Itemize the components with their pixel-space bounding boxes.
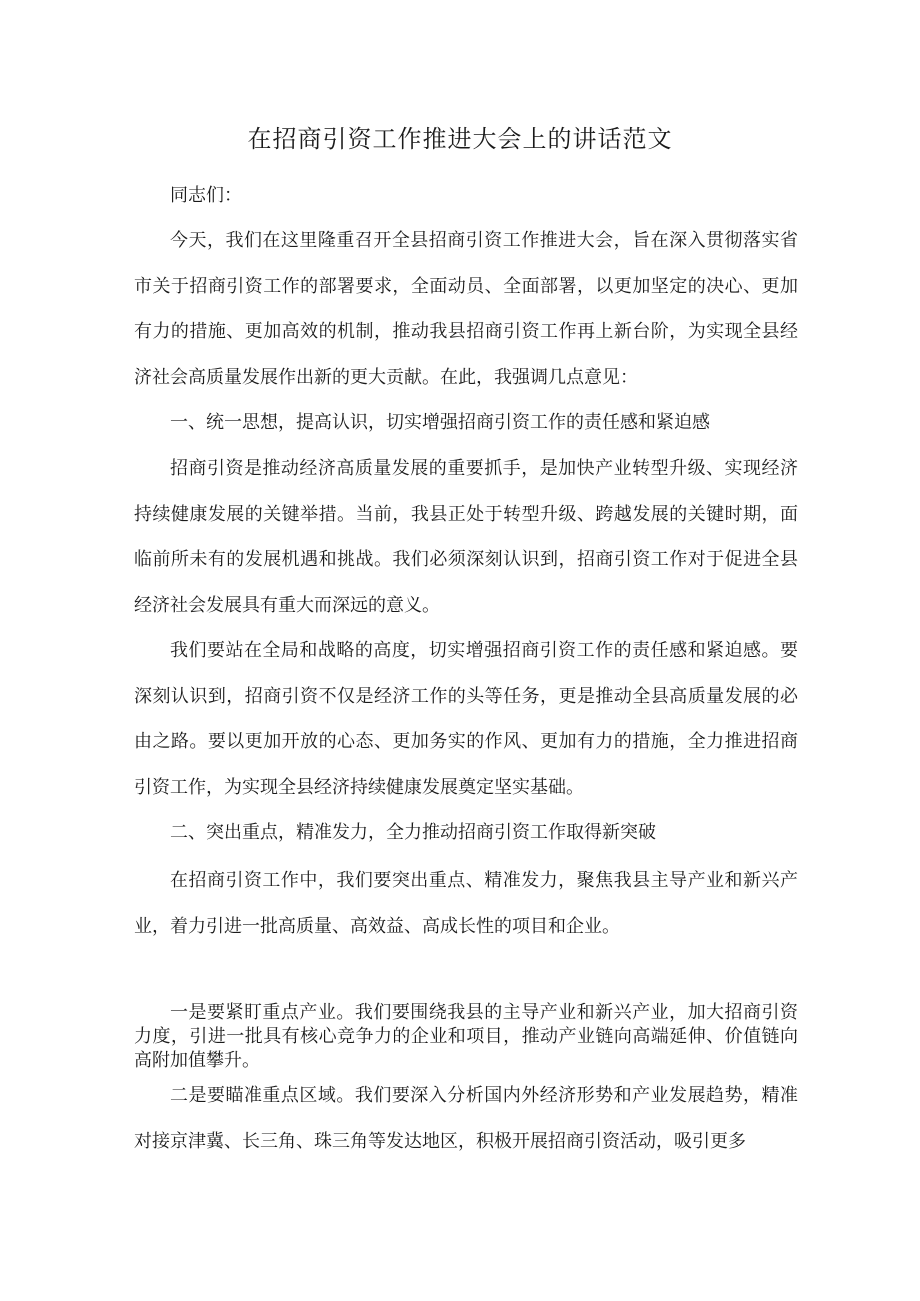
paragraph-section-1-b: 我们要站在全局和战略的高度，切实增强招商引资工作的责任感和紧迫感。要深刻认识到，招商引资不仅是经济工作的头等任务，更是推动全县高质量发展的必由之路。要以更加开放的心态、更加务实的作风、更加有力的措施，全力推进招商引资工作，为实现全县经济持续健康发展奠定坚实基础。: [134, 640, 798, 798]
paragraph-key-industries: 一是要紧盯重点产业。我们要围绕我县的主导产业和新兴产业，加大招商引资力度，引进一批具有核心竞争力的企业和项目，推动产业链向高端延伸、价值链向高附加值攀升。: [134, 1002, 798, 1071]
document-title: 在招商引资工作推进大会上的讲话范文: [247, 125, 673, 153]
paragraph-opening: 今天，我们在这里隆重召开全县招商引资工作推进大会，旨在深入贯彻落实省市关于招商引资工作的部署要求，全面动员、全面部署，以更加坚定的决心、更加有力的措施、更加高效的机制，推动我县招商引资工作再上新台阶，为实现全县经济社会高质量发展作出新的更大贡献。在此，我强调几点意见：: [134, 230, 798, 388]
paragraph-section-1-a: 招商引资是推动经济高质量发展的重要抓手，是加快产业转型升级、实现经济持续健康发展的关键举措。当前，我县正处于转型升级、跨越发展的关键时期，面临前所未有的发展机遇和挑战。我们必须深刻认识到，招商引资工作对于促进全县经济社会发展具有重大而深远的意义。: [134, 458, 798, 616]
heading-section-2: 二、突出重点，精准发力，全力推动招商引资工作取得新突破: [170, 822, 656, 843]
heading-section-1: 一、统一思想，提高认识，切实增强招商引资工作的责任感和紧迫感: [170, 412, 710, 433]
salutation: 同志们：: [170, 185, 242, 206]
paragraph-key-regions: 二是要瞄准重点区域。我们要深入分析国内外经济形势和产业发展趋势，精准对接京津冀、长三角、珠三角等发达地区，积极开展招商引资活动，吸引更多: [134, 1085, 798, 1152]
paragraph-section-2-intro: 在招商引资工作中，我们要突出重点、精准发力，聚焦我县主导产业和新兴产业，着力引进一批高质量、高效益、高成长性的项目和企业。: [134, 870, 798, 937]
